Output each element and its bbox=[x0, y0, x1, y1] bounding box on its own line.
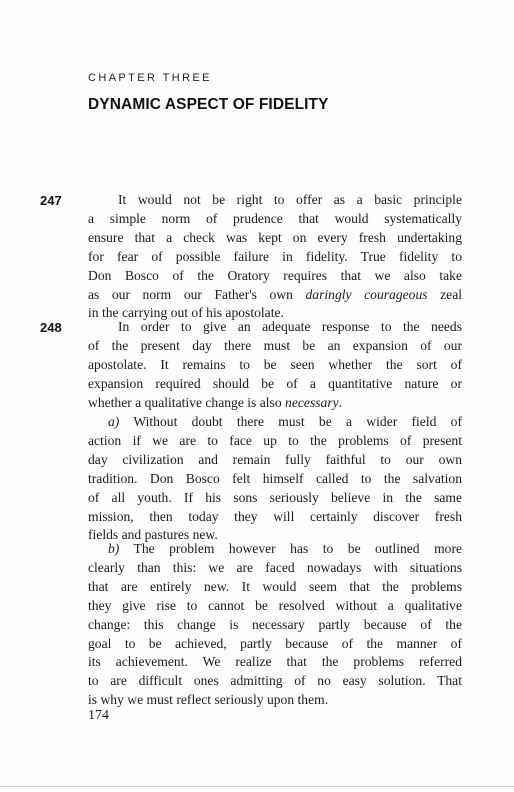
subparagraph-b bbox=[88, 540, 462, 710]
text-segment: as our norm our Father's own bbox=[88, 286, 306, 302]
text-segment: The problem however has to be outlined more bbox=[119, 541, 462, 556]
text-line: In order to give an adequate response to the needs bbox=[118, 319, 462, 334]
chapter-label: CHAPTER THREE bbox=[88, 72, 212, 84]
text-segment: Without doubt there must be a wider field of bbox=[119, 414, 462, 429]
text-line: in the carrying out of his apostolate. bbox=[88, 305, 284, 321]
text-segment: zeal bbox=[427, 286, 462, 302]
text-line: day civilization and remain fully faithful to our own bbox=[88, 451, 462, 467]
text-segment: whether a qualitative change is also bbox=[88, 394, 286, 410]
text-line-with-italic bbox=[88, 286, 462, 305]
italic-word: necessary bbox=[285, 394, 339, 410]
text-line: they give rise to cannot be resolved without a qualitative bbox=[88, 597, 462, 613]
text-line: action if we are to face up to the problems of present bbox=[88, 432, 462, 448]
text-line: to are difficult ones admitting of no easy solution. That bbox=[88, 673, 462, 689]
paragraph-number-247: 247 bbox=[40, 193, 62, 208]
text-line: Don Bosco of the Oratory requires that we also take bbox=[88, 267, 462, 283]
paragraph-248 bbox=[88, 318, 462, 413]
text-line: is why we must reflect seriously upon them. bbox=[88, 692, 329, 708]
text-line: a simple norm of prudence that would systematically bbox=[88, 210, 462, 226]
text-line: apostolate. It remains to be seen whether the sort of bbox=[88, 356, 462, 372]
text-line: of all youth. If his sons seriously believe in the same bbox=[88, 489, 462, 505]
list-marker: a) bbox=[108, 414, 120, 429]
list-marker: b) bbox=[108, 541, 120, 556]
text-line: for fear of possible failure in fidelity. True fidelity to bbox=[88, 248, 462, 264]
text-line bbox=[88, 540, 462, 559]
text-line: that are entirely new. It would seem that the problems bbox=[88, 578, 462, 594]
subparagraph-a bbox=[88, 413, 462, 545]
paragraph-number-248: 248 bbox=[40, 320, 62, 335]
text-line: of the present day there must be an expansion of our bbox=[88, 337, 462, 353]
italic-phrase: daringly courageous bbox=[305, 286, 428, 302]
text-line: goal to be achieved, partly because of the manner of bbox=[88, 635, 462, 651]
text-line: tradition. Don Bosco felt himself called to the salvation bbox=[88, 470, 462, 486]
text-line: mission, then today they will certainly discover fresh bbox=[88, 508, 462, 524]
chapter-title: DYNAMIC ASPECT OF FIDELITY bbox=[88, 96, 329, 113]
text-line: its achievement. We realize that the problems referred bbox=[88, 654, 462, 670]
page-number: 174 bbox=[88, 708, 109, 723]
page-edge-divider bbox=[0, 786, 514, 787]
text-line: ensure that a check was kept on every fresh undertaking bbox=[88, 229, 462, 245]
text-line: fields and pastures new. bbox=[88, 527, 218, 543]
text-line-with-italic bbox=[88, 394, 462, 413]
text-line: expansion required should be of a quantitative nature or bbox=[88, 375, 462, 391]
text-segment: . bbox=[338, 394, 343, 410]
text-line: change: this change is necessary partly because of the bbox=[88, 616, 462, 632]
text-line bbox=[88, 413, 462, 432]
text-line: clearly than this: we are faced nowadays with situations bbox=[88, 559, 462, 575]
text-line: It would not be right to offer as a basic principle bbox=[118, 192, 462, 207]
paragraph-247 bbox=[88, 191, 462, 323]
